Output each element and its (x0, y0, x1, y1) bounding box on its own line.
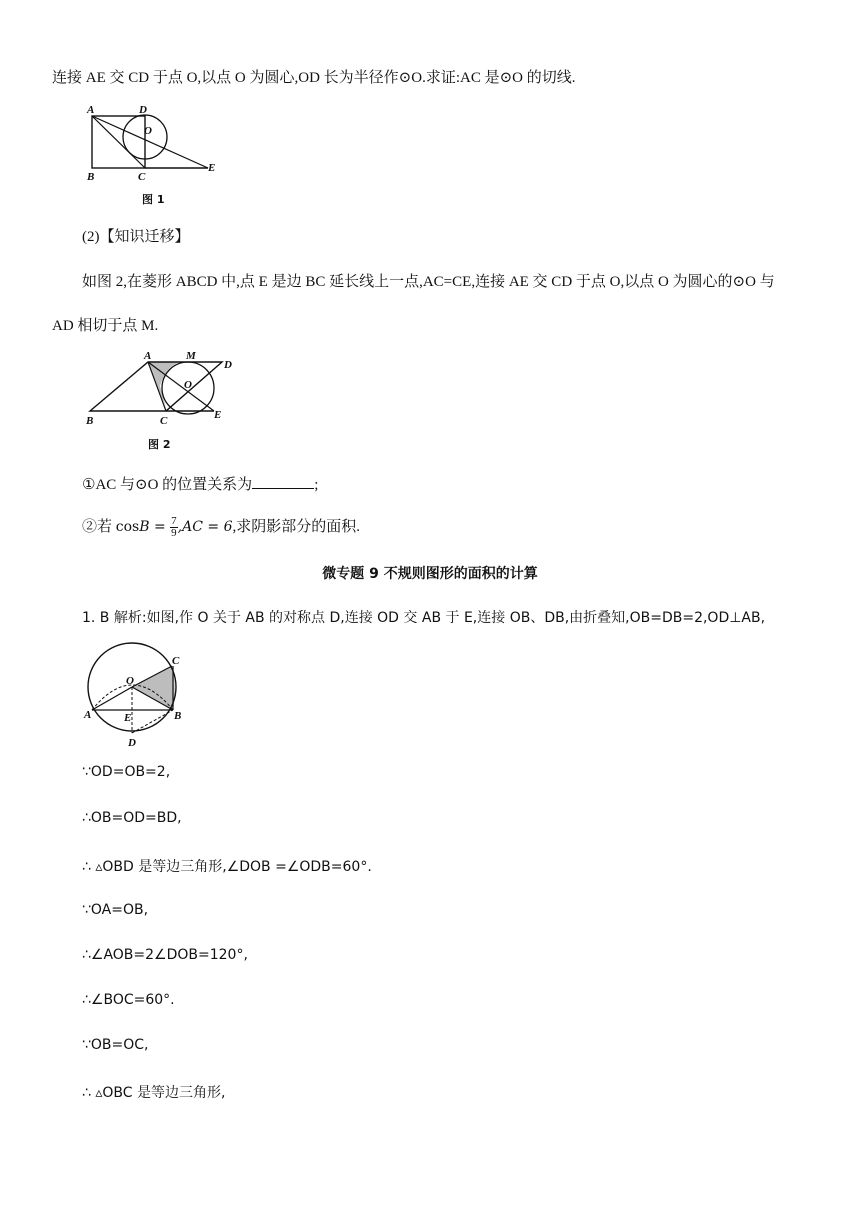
figure-2 (84, 348, 244, 458)
label-b: B (87, 171, 95, 183)
label-a: A (84, 709, 92, 721)
label-e: E (214, 409, 222, 421)
solution-intro: 1. B 解析:如图,作 O 关于 AB 的对称点 D,连接 OD 交 AB 于 E,连接 OB、DB,由折叠知,OB=DB=2,OD⊥AB, (82, 610, 766, 626)
label-d: D (128, 737, 136, 749)
solution-step-7: ∵OB=OC, (82, 1037, 149, 1053)
label-a: A (87, 104, 95, 116)
answer-blank (252, 476, 314, 489)
figure-2-caption: 图 2 (148, 438, 171, 451)
label-m: M (186, 350, 196, 362)
solution-step-4: ∵OA=OB, (82, 902, 149, 918)
figure-1 (84, 100, 224, 210)
solution-step-3: ∴ ▵OBD 是等边三角形,∠DOB =∠ODB=60°. (82, 859, 372, 875)
label-o: O (144, 125, 152, 137)
figure-3 (84, 640, 194, 755)
question-2-suffix: ,求阴影部分的面积. (232, 519, 360, 535)
cos-function: cos (115, 519, 140, 535)
section-title: 微专题 9 不规则图形的面积的计算 (322, 566, 538, 582)
figure-3-diagram (84, 640, 194, 755)
problem-line-1: 连接 AE 交 CD 于点 O,以点 O 为圆心,OD 长为半径作⊙O.求证:AC 是⊙O 的切线. (52, 70, 576, 86)
shaded-sector (132, 666, 175, 710)
question-2 (82, 515, 360, 539)
part-2-label: (2)【知识迁移】 (82, 229, 190, 245)
label-c: C (172, 655, 180, 667)
solution-step-8: ∴ ▵OBC 是等边三角形, (82, 1085, 226, 1101)
figure-1-caption: 图 1 (142, 193, 165, 206)
part-2-line-1: 如图 2,在菱形 ABCD 中,点 E 是边 BC 延长线上一点,AC=CE,连接 AE 交 CD 于点 O,以点 O 为圆心的⊙O 与 (82, 274, 775, 290)
label-o: O (184, 379, 192, 391)
part-2-line-2: AD 相切于点 M. (52, 318, 159, 334)
equals-sign: = (149, 519, 171, 535)
label-a: A (144, 350, 152, 362)
angle-b: B (139, 519, 150, 535)
figure-2-diagram (84, 348, 244, 458)
ac-equals-six: ,AC = 6 (177, 519, 233, 535)
solution-step-2: ∴OB=OD=BD, (82, 810, 182, 826)
label-d: D (224, 359, 232, 371)
label-e: E (208, 162, 216, 174)
fraction-seven-ninths (170, 516, 178, 539)
label-b: B (86, 415, 94, 427)
question-1-text: ①AC 与⊙O 的位置关系为 (82, 477, 253, 493)
label-b: B (174, 710, 182, 722)
solution-step-1: ∵OD=OB=2, (82, 764, 171, 780)
solution-step-5: ∴∠AOB=2∠DOB=120°, (82, 947, 248, 963)
label-o: O (126, 675, 134, 687)
question-1 (82, 473, 318, 494)
segment-ac (92, 116, 145, 168)
label-c: C (138, 171, 146, 183)
label-d: D (139, 104, 147, 116)
figure-1-diagram (84, 100, 224, 210)
fraction-numerator: 7 (171, 515, 177, 528)
label-e: E (124, 712, 132, 724)
question-1-end: ; (314, 477, 319, 493)
question-2-prefix: ②若 (82, 519, 116, 535)
solution-step-6: ∴∠BOC=60°. (82, 992, 175, 1008)
segment-oa (92, 687, 132, 710)
segment-ae (92, 116, 208, 168)
label-c: C (160, 415, 168, 427)
fraction-denominator: 9 (171, 527, 177, 540)
